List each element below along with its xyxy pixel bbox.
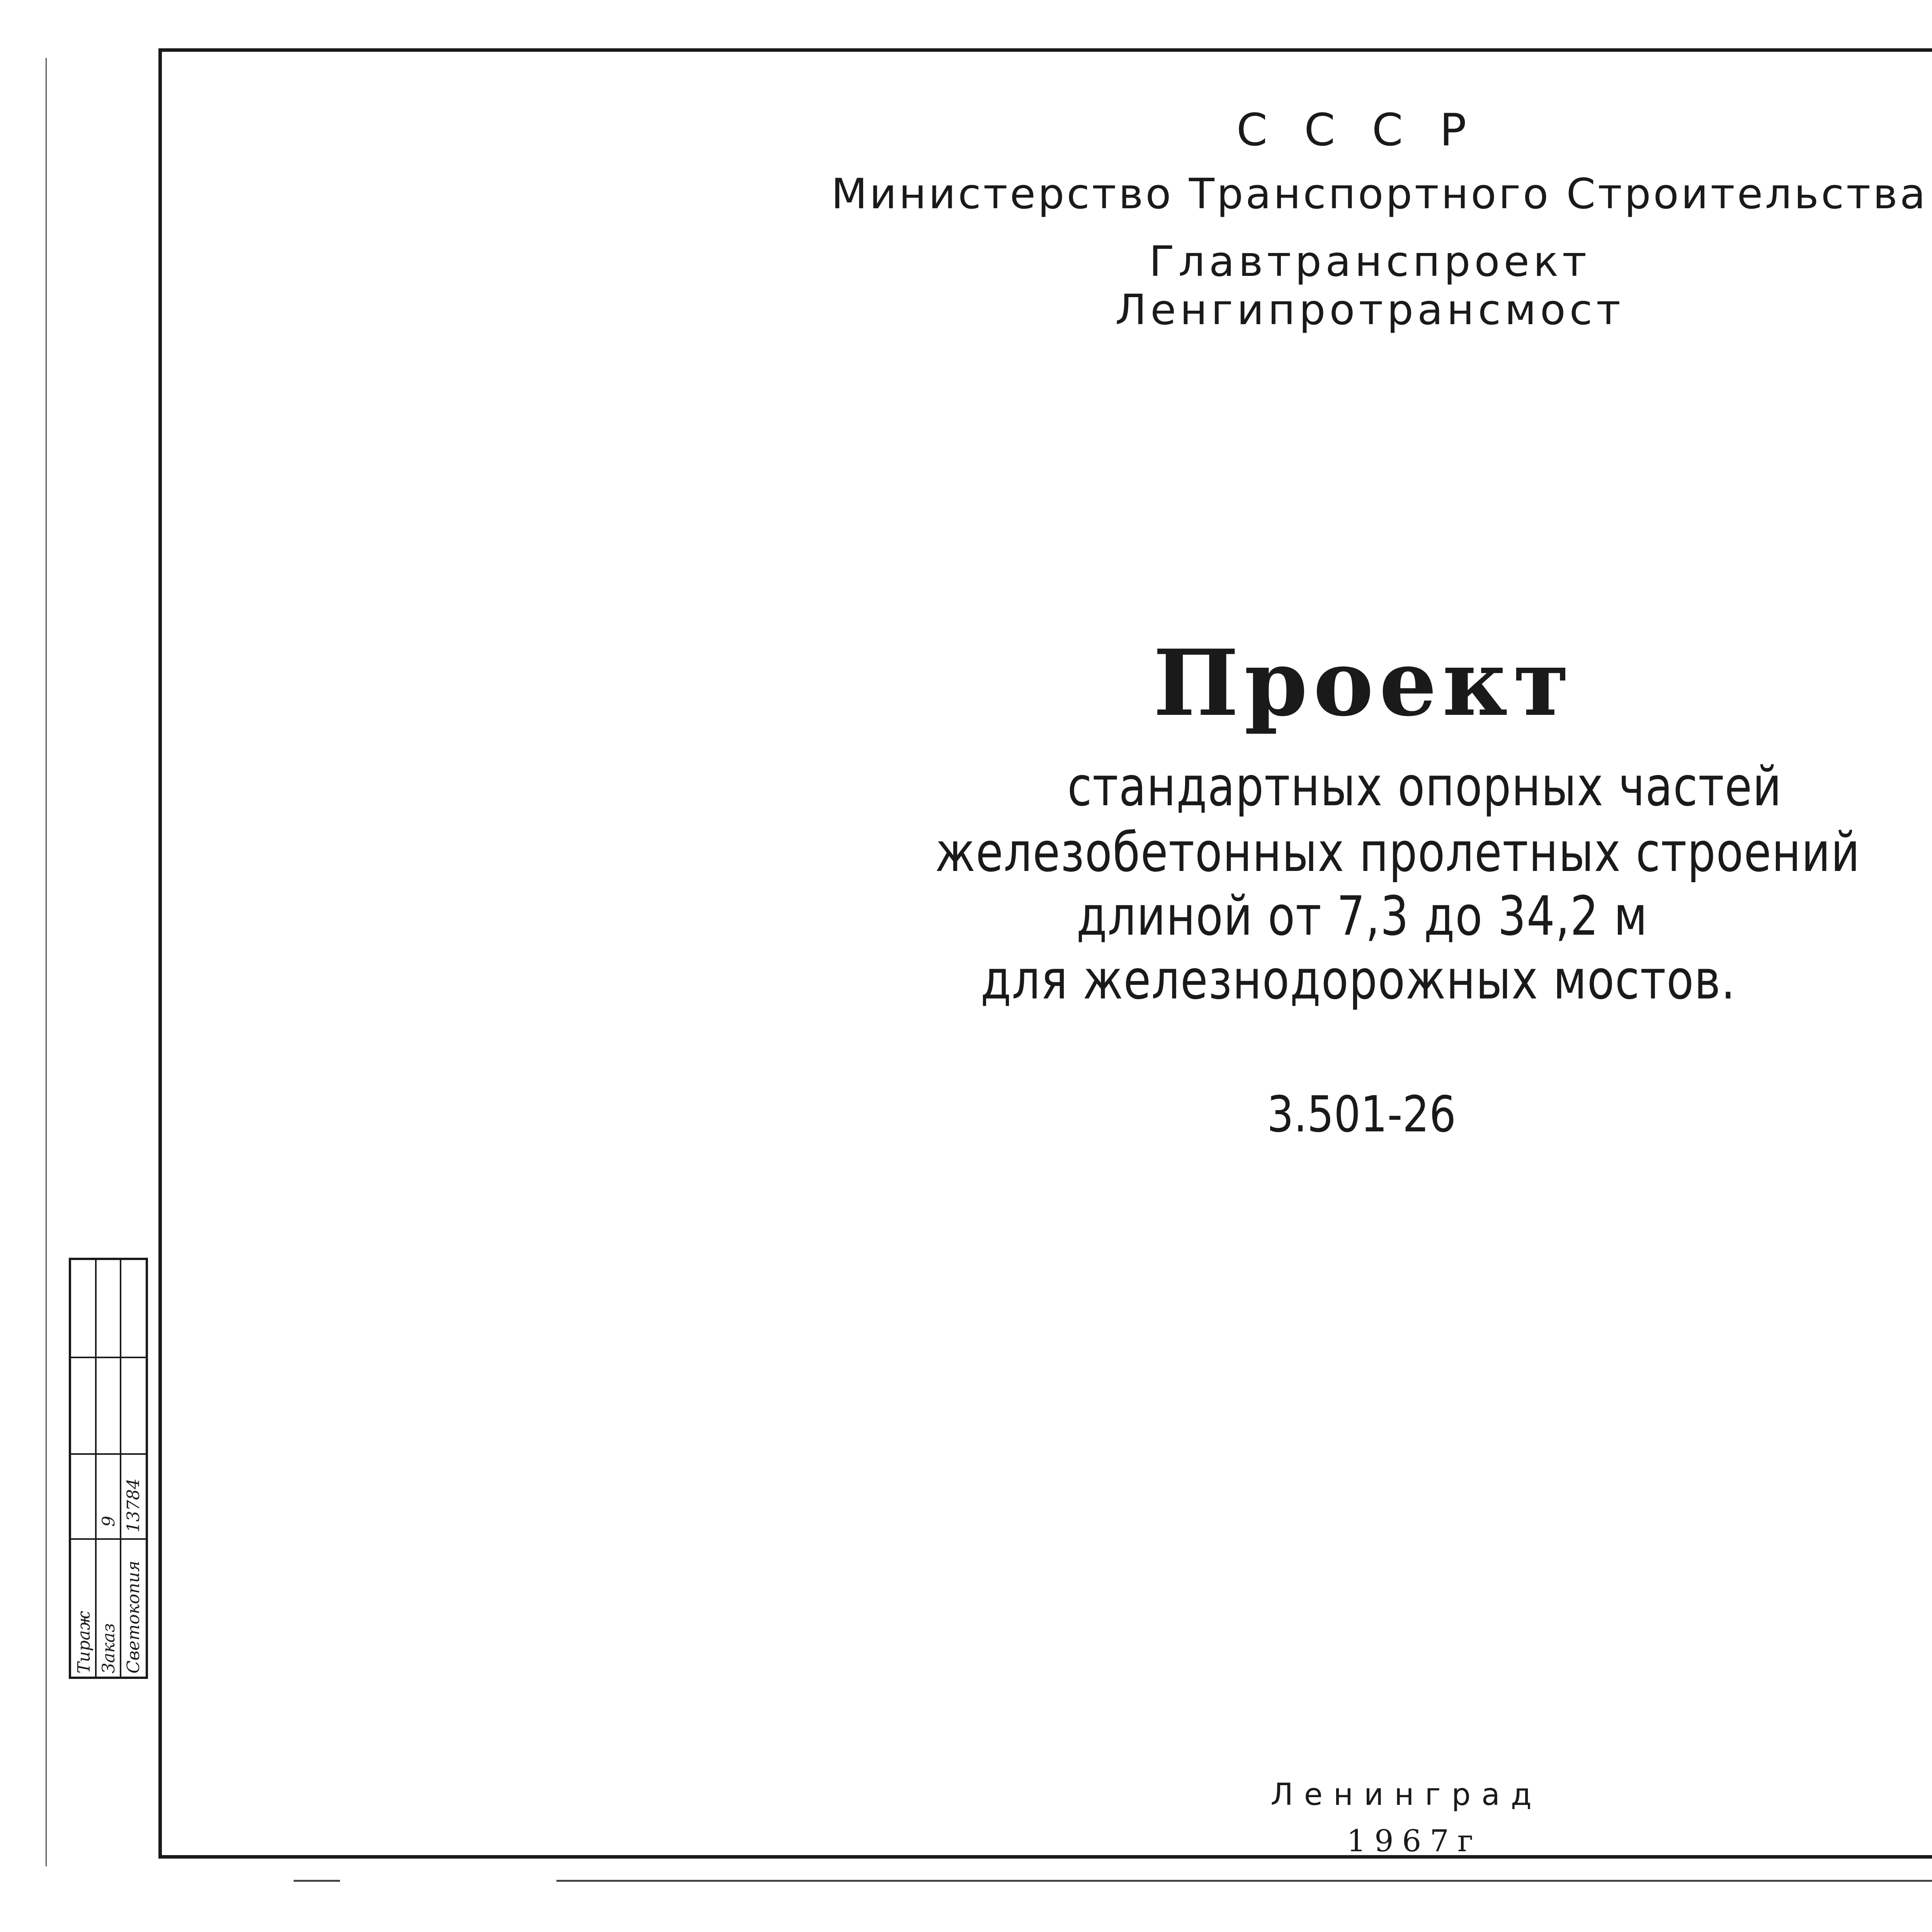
subtitle-line-2: железобетонных пролетных строений: [935, 821, 1861, 884]
header-institute: Ленгипротрансмост: [1115, 286, 1624, 334]
subtitle-line-3: длиной от 7,3 до 34,2 м: [1076, 885, 1648, 948]
bottom-dash-2: [556, 1880, 1932, 1882]
stamp-label-tirazh: Тираж: [74, 1611, 94, 1673]
stamp-label-svetokopiya: Светокопия: [124, 1560, 143, 1673]
print-stamp-table: [69, 1258, 148, 1679]
stamp-label-zakaz: Заказ: [99, 1623, 119, 1673]
footer-city: Ленинград: [1270, 1777, 1543, 1812]
header-ministry: Министерство Транспортного Строительства: [831, 170, 1928, 218]
bottom-dash-1: [294, 1880, 340, 1882]
header-department: Главтранспроект: [1149, 238, 1591, 286]
series-code: 3.501-26: [1267, 1086, 1456, 1143]
header-country: СССР: [1236, 104, 1503, 156]
stamp-value-zakaz: 9: [99, 1516, 119, 1527]
footer-year: 1967г: [1347, 1824, 1482, 1859]
document-title: Проект: [1153, 630, 1575, 736]
stamp-value-svetokopiya: 13784: [124, 1478, 143, 1532]
subtitle-line-1: стандартных опорных частей: [1067, 755, 1782, 818]
subtitle-line-4: для железнодорожных мостов.: [980, 949, 1736, 1012]
